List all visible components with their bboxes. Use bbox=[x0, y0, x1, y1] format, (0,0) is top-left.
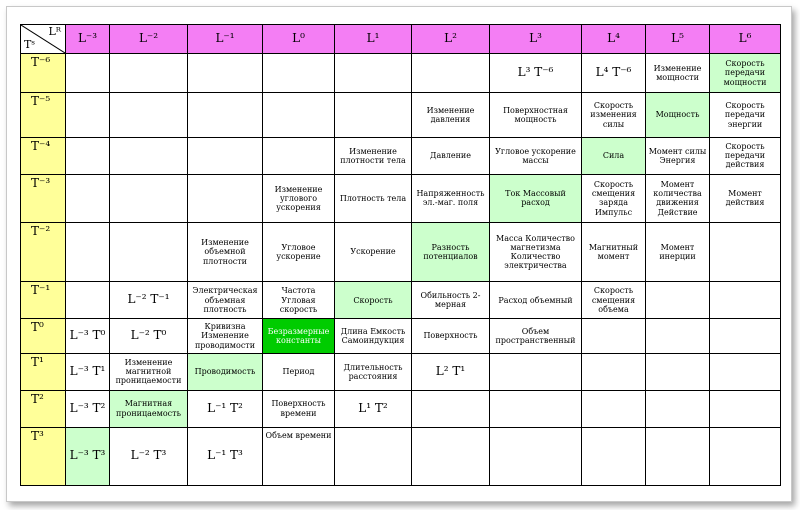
table-row bbox=[21, 427, 781, 485]
col-header-l4: L⁴ bbox=[582, 25, 646, 54]
table-cell: Изменение углового ускорения bbox=[263, 174, 335, 222]
table-row bbox=[21, 92, 781, 137]
table-row bbox=[21, 54, 781, 93]
table-cell: L⁴ T⁻⁶ bbox=[582, 54, 646, 93]
table-cell: L⁻² T³ bbox=[110, 427, 188, 485]
table-cell: Объем времени bbox=[263, 427, 335, 485]
row-header: T⁻⁴ bbox=[21, 137, 66, 174]
table-cell: L⁻³ T² bbox=[66, 390, 110, 427]
table-cell: Скорость смещения объема bbox=[582, 282, 646, 319]
table-cell: Ускорение bbox=[335, 222, 412, 281]
table-cell: Поверхность bbox=[412, 319, 490, 354]
table-cell: Момент инерции bbox=[646, 222, 710, 281]
row-header: T⁻⁶ bbox=[21, 54, 66, 93]
col-header-l6: L⁶ bbox=[710, 25, 781, 54]
table-row bbox=[21, 390, 781, 427]
table-row bbox=[21, 319, 781, 354]
row-header: T⁻² bbox=[21, 222, 66, 281]
table-cell: Сила bbox=[582, 137, 646, 174]
table-row bbox=[21, 174, 781, 222]
table-cell bbox=[66, 54, 110, 93]
table-cell bbox=[335, 54, 412, 93]
row-header: T² bbox=[21, 390, 66, 427]
table-cell bbox=[66, 222, 110, 281]
table-cell: Момент силы Энергия bbox=[646, 137, 710, 174]
table-cell bbox=[710, 353, 781, 390]
table-cell: Давление bbox=[412, 137, 490, 174]
table-cell: Длительность расстояния bbox=[335, 353, 412, 390]
table-cell bbox=[110, 174, 188, 222]
table-cell bbox=[710, 282, 781, 319]
table-cell: Поверхностная мощность bbox=[490, 92, 582, 137]
table-cell bbox=[646, 427, 710, 485]
table-cell: Объем пространственный bbox=[490, 319, 582, 354]
table-cell bbox=[66, 92, 110, 137]
table-cell bbox=[66, 137, 110, 174]
table-cell: Угловое ускорение массы bbox=[490, 137, 582, 174]
table-cell: Безразмерные константы bbox=[263, 319, 335, 354]
table-cell: Ток Массовый расход bbox=[490, 174, 582, 222]
table-cell bbox=[110, 92, 188, 137]
table-cell bbox=[188, 174, 263, 222]
col-header-l-1: L⁻¹ bbox=[188, 25, 263, 54]
corner-label-l: Lᴿ bbox=[48, 25, 61, 38]
table-cell: Изменение давления bbox=[412, 92, 490, 137]
table-cell bbox=[646, 353, 710, 390]
table-cell: Магнитный момент bbox=[582, 222, 646, 281]
table-cell bbox=[110, 137, 188, 174]
table-cell bbox=[582, 319, 646, 354]
table-cell bbox=[188, 54, 263, 93]
table-cell: Скорость изменения силы bbox=[582, 92, 646, 137]
table-cell bbox=[110, 54, 188, 93]
table-cell: Магнитная проницаемость bbox=[110, 390, 188, 427]
corner-label-t: Tˢ bbox=[24, 38, 36, 52]
table-cell bbox=[188, 137, 263, 174]
col-header-l-3: L⁻³ bbox=[66, 25, 110, 54]
table-cell: Изменение плотности тела bbox=[335, 137, 412, 174]
table-cell bbox=[412, 427, 490, 485]
table-cell: L⁻² T⁰ bbox=[110, 319, 188, 354]
table-cell bbox=[490, 353, 582, 390]
table-cell: Кривизна Изменение проводимости bbox=[188, 319, 263, 354]
table-cell: L⁻¹ T² bbox=[188, 390, 263, 427]
table-row bbox=[21, 137, 781, 174]
col-header-l-2: L⁻² bbox=[110, 25, 188, 54]
table-cell bbox=[66, 282, 110, 319]
table-cell: Изменение мощности bbox=[646, 54, 710, 93]
row-header: T⁰ bbox=[21, 319, 66, 354]
table-cell: Угловое ускорение bbox=[263, 222, 335, 281]
col-header-l3: L³ bbox=[490, 25, 582, 54]
table-cell bbox=[582, 353, 646, 390]
row-header: T³ bbox=[21, 427, 66, 485]
table-cell bbox=[710, 390, 781, 427]
table-cell bbox=[710, 427, 781, 485]
table-row bbox=[21, 222, 781, 281]
table-cell bbox=[335, 427, 412, 485]
table-cell bbox=[646, 390, 710, 427]
table-cell: L⁻³ T¹ bbox=[66, 353, 110, 390]
table-cell bbox=[490, 427, 582, 485]
table-cell: Скорость передачи действия bbox=[710, 137, 781, 174]
table-cell: Напряженность эл.-маг. поля bbox=[412, 174, 490, 222]
table-cell bbox=[188, 92, 263, 137]
table-cell: Изменение объемной плотности bbox=[188, 222, 263, 281]
table-cell bbox=[412, 54, 490, 93]
col-header-l0: L⁰ bbox=[263, 25, 335, 54]
table-cell: Период bbox=[263, 353, 335, 390]
table-cell: Масса Количество магнетизма Количество электричества bbox=[490, 222, 582, 281]
table-cell bbox=[646, 282, 710, 319]
row-header: T⁻¹ bbox=[21, 282, 66, 319]
table-cell: L² T¹ bbox=[412, 353, 490, 390]
table-cell bbox=[66, 174, 110, 222]
table-cell: Длина Емкость Самоиндукция bbox=[335, 319, 412, 354]
table-cell: Поверхность времени bbox=[263, 390, 335, 427]
table-cell: L⁻¹ T³ bbox=[188, 427, 263, 485]
table-cell: Момент количества движения Действие bbox=[646, 174, 710, 222]
table-cell bbox=[710, 222, 781, 281]
table-cell bbox=[110, 222, 188, 281]
corner-cell bbox=[21, 25, 66, 54]
table-cell: Плотность тела bbox=[335, 174, 412, 222]
table-cell: Изменение магнитной проницаемости bbox=[110, 353, 188, 390]
table-cell: Скорость смещения заряда Импульс bbox=[582, 174, 646, 222]
table-cell bbox=[335, 92, 412, 137]
table-cell: Проводимость bbox=[188, 353, 263, 390]
table-cell: L⁻³ T³ bbox=[66, 427, 110, 485]
table-cell bbox=[263, 54, 335, 93]
col-header-l2: L² bbox=[412, 25, 490, 54]
table-cell bbox=[263, 137, 335, 174]
table-cell bbox=[582, 390, 646, 427]
row-header: T⁻⁵ bbox=[21, 92, 66, 137]
table-cell: L⁻³ T⁰ bbox=[66, 319, 110, 354]
table-cell: Момент действия bbox=[710, 174, 781, 222]
table-cell: Частота Угловая скорость bbox=[263, 282, 335, 319]
table-cell: Электрическая объемная плотность bbox=[188, 282, 263, 319]
table-cell: L³ T⁻⁶ bbox=[490, 54, 582, 93]
table-cell bbox=[646, 319, 710, 354]
table-cell bbox=[263, 92, 335, 137]
col-header-l1: L¹ bbox=[335, 25, 412, 54]
table-row bbox=[21, 282, 781, 319]
table-row bbox=[21, 353, 781, 390]
table-cell bbox=[490, 390, 582, 427]
table-cell: Скорость передачи энергии bbox=[710, 92, 781, 137]
col-header-l5: L⁵ bbox=[646, 25, 710, 54]
table-cell: L⁻² T⁻¹ bbox=[110, 282, 188, 319]
table-cell: Обильность 2-мерная bbox=[412, 282, 490, 319]
table-cell bbox=[582, 427, 646, 485]
table-cell: L¹ T² bbox=[335, 390, 412, 427]
table-cell: Расход объемный bbox=[490, 282, 582, 319]
header-row bbox=[21, 25, 781, 54]
table-cell: Скорость передачи мощности bbox=[710, 54, 781, 93]
lt-system-table bbox=[20, 24, 781, 486]
table-cell bbox=[412, 390, 490, 427]
table-cell bbox=[710, 319, 781, 354]
table-cell: Разность потенциалов bbox=[412, 222, 490, 281]
row-header: T⁻³ bbox=[21, 174, 66, 222]
table-cell: Мощность bbox=[646, 92, 710, 137]
table-cell: Скорость bbox=[335, 282, 412, 319]
row-header: T¹ bbox=[21, 353, 66, 390]
